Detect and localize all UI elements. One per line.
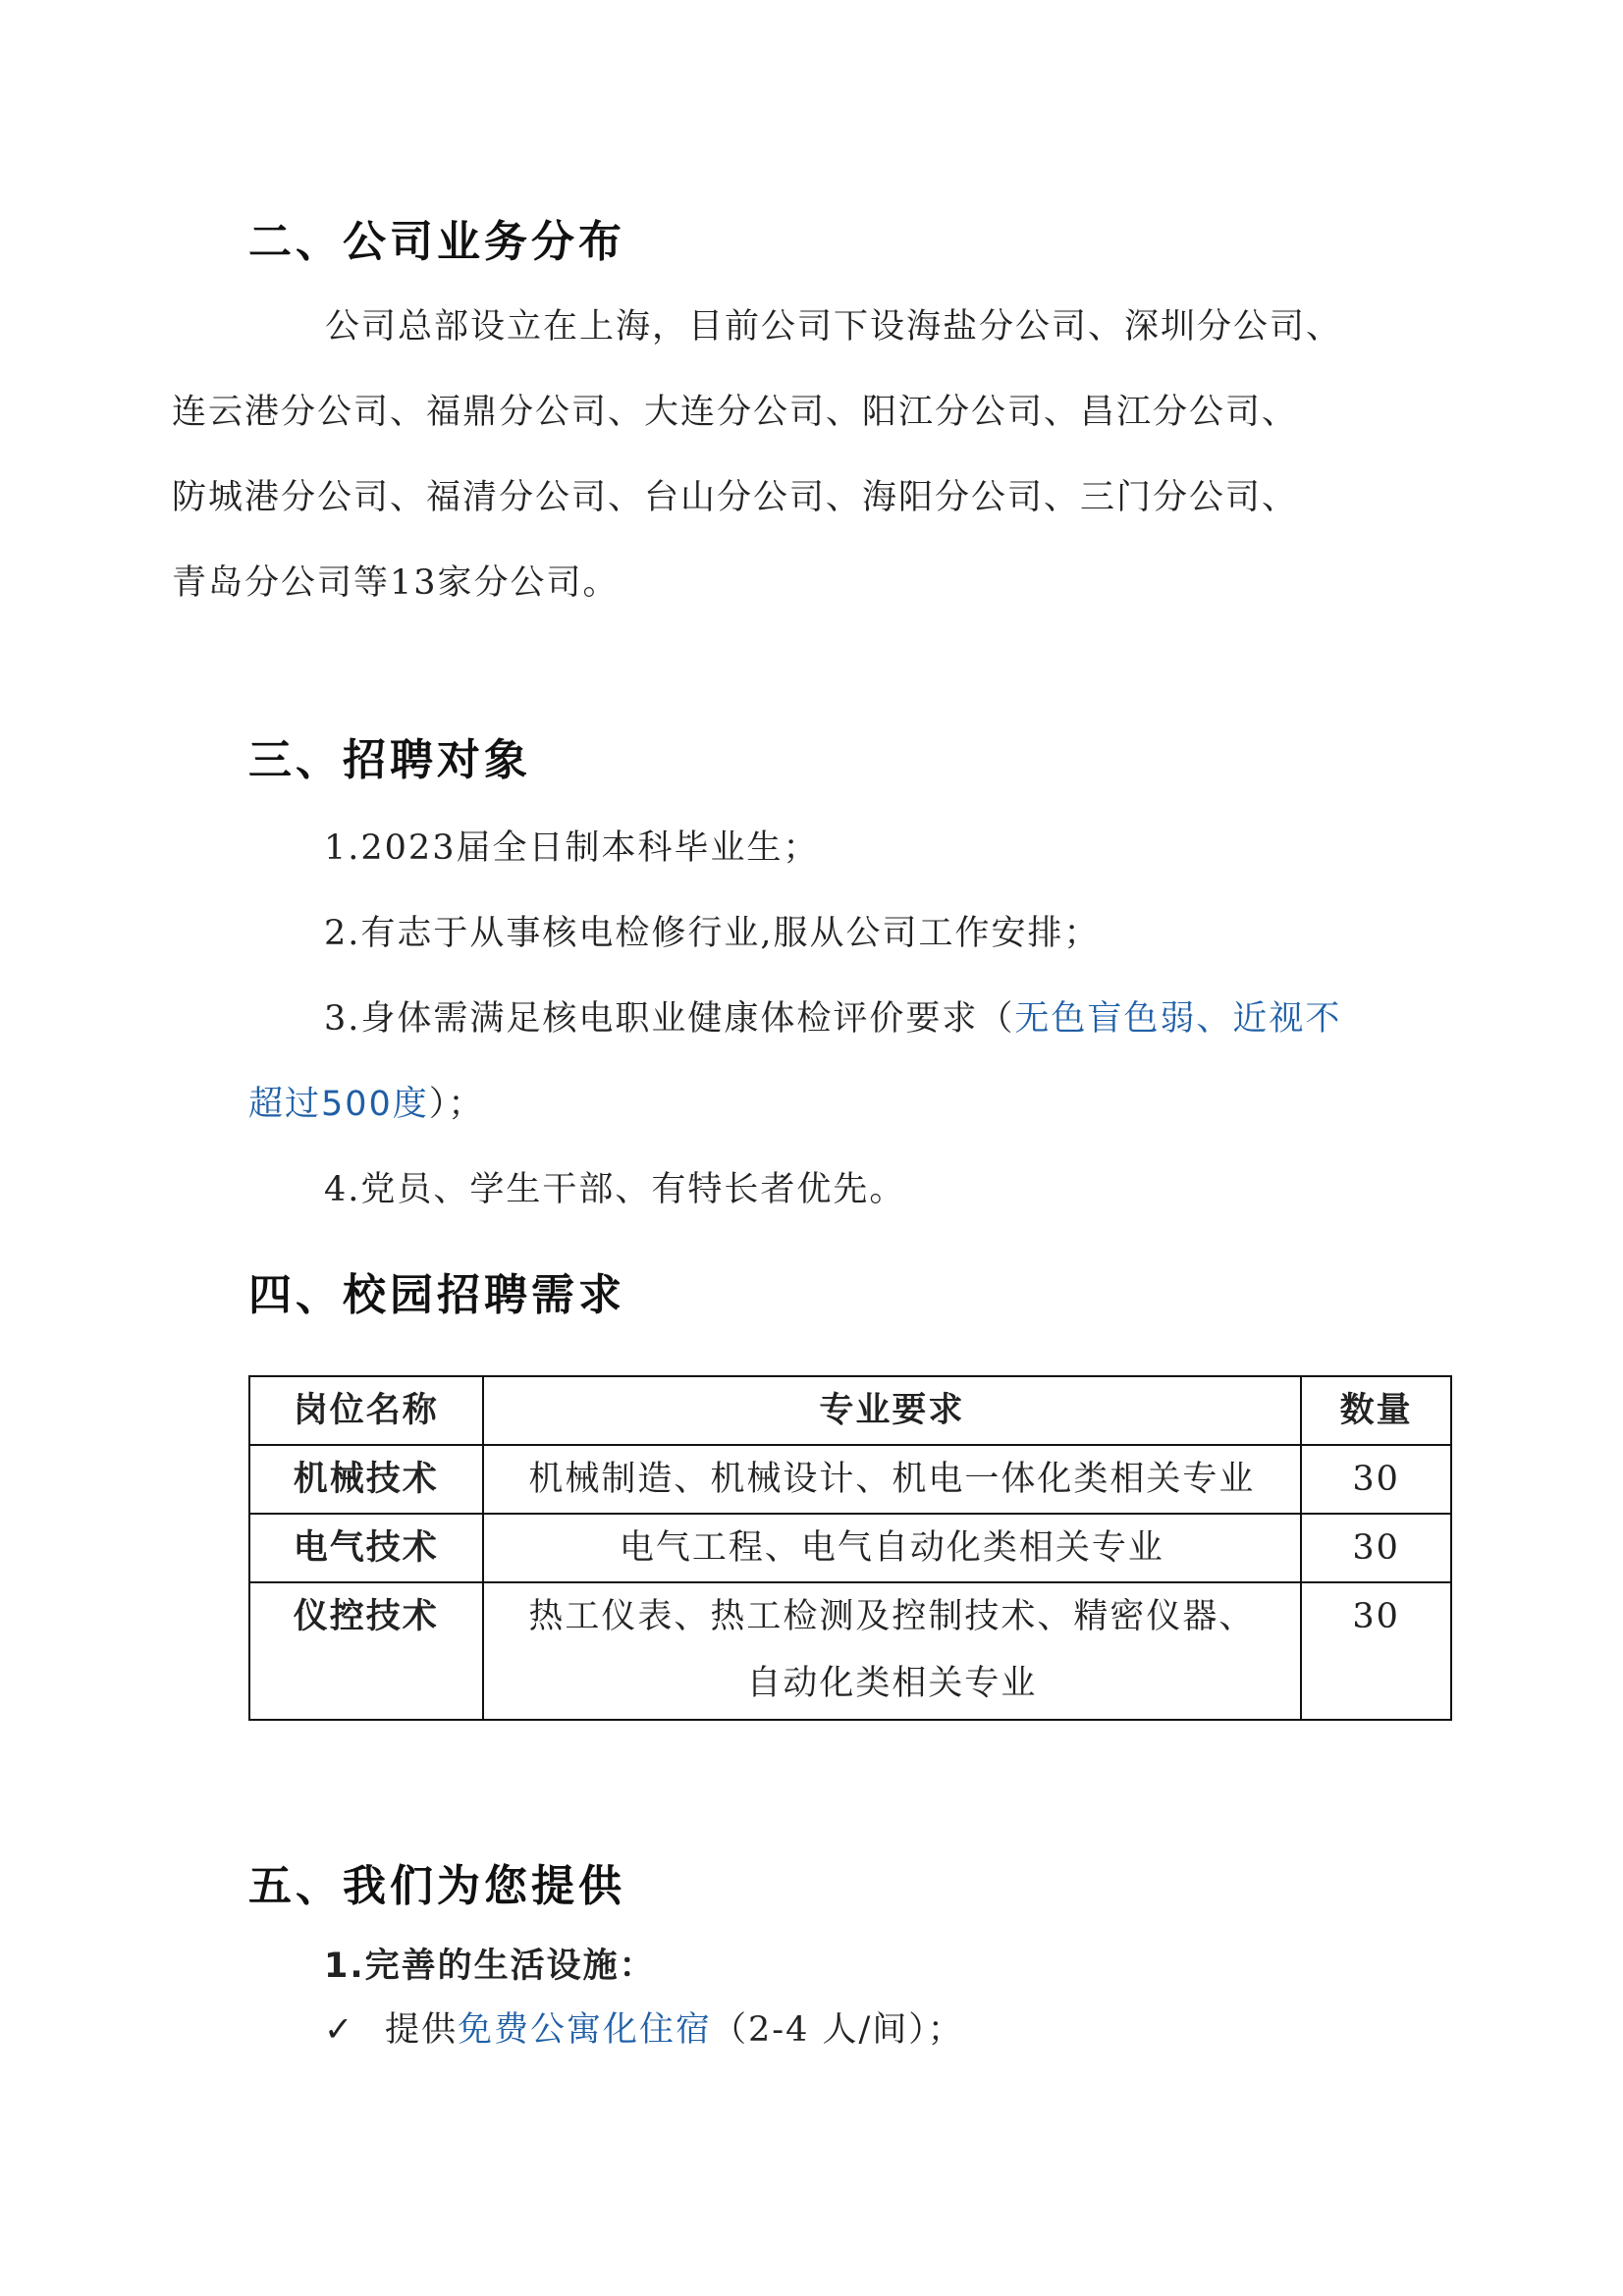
offer-bullet-prefix: 提供 [385,2010,459,2050]
section-heading-recruit-target: 三、招聘对象 [248,735,531,785]
section-heading-we-offer: 五、我们为您提供 [248,1861,625,1911]
target-item-3 [324,991,1341,1041]
business-line-4: 青岛分公司等13家分公司。 [172,563,620,603]
recruitment-table [248,1375,1452,1721]
target-item-1: 1.2023届全日制本科毕业生； [324,828,820,868]
target-item-3-highlight-b: 超过500度 [248,1085,429,1124]
offer-bullet-highlight: 免费公寓化住宿 [458,2010,713,2050]
target-item-3-prefix: 3.身体需满足核电职业健康体检评价要求（ [324,999,1015,1039]
header-count: 数量 [1301,1376,1451,1445]
row-count: 30 [1301,1582,1451,1720]
row-major-line-2: 自动化类相关专业 [746,1664,1038,1703]
target-item-3-continued [248,1077,484,1126]
business-line-3: 防城港分公司、福清分公司、台山分公司、海阳分公司、三门分公司、 [172,478,1299,517]
table-row [249,1445,1451,1514]
section-heading-business: 二、公司业务分布 [248,217,625,267]
row-position: 电气技术 [249,1514,483,1582]
table-row [249,1514,1451,1582]
row-major: 机械制造、机械设计、机电一体化类相关专业 [483,1445,1302,1514]
section-heading-campus-demand: 四、校园招聘需求 [248,1270,625,1320]
row-major-line-1: 热工仪表、热工检测及控制技术、精密仪器、 [528,1597,1256,1636]
checkmark-icon: ✓ [324,2010,355,2050]
business-line-2: 连云港分公司、福鼎分公司、大连分公司、阳江分公司、昌江分公司、 [172,393,1299,432]
row-position: 机械技术 [249,1445,483,1514]
header-major: 专业要求 [483,1376,1302,1445]
offer-bullet-1 [324,2002,964,2052]
table-header-row [249,1376,1451,1445]
row-major: 电气工程、电气自动化类相关专业 [483,1514,1302,1582]
row-major [483,1582,1302,1720]
target-item-3-suffix: ）； [428,1085,485,1124]
table-row [249,1582,1451,1720]
business-paragraph [172,285,1392,626]
row-count: 30 [1301,1445,1451,1514]
business-line-1: 公司总部设立在上海，目前公司下设海盐分公司、深圳分公司、 [325,307,1343,347]
target-item-3-highlight-a: 无色盲色弱、近视不 [1014,999,1342,1039]
row-position: 仪控技术 [249,1582,483,1720]
offer-sub-1: 1.完善的生活设施： [324,1947,656,1986]
target-item-2: 2.有志于从事核电检修行业,服从公司工作安排； [324,914,1101,953]
target-item-4: 4.党员、学生干部、有特长者优先。 [324,1170,906,1209]
row-count: 30 [1301,1514,1451,1582]
offer-bullet-suffix: （2-4 人/间）； [712,2010,964,2050]
header-position: 岗位名称 [249,1376,483,1445]
